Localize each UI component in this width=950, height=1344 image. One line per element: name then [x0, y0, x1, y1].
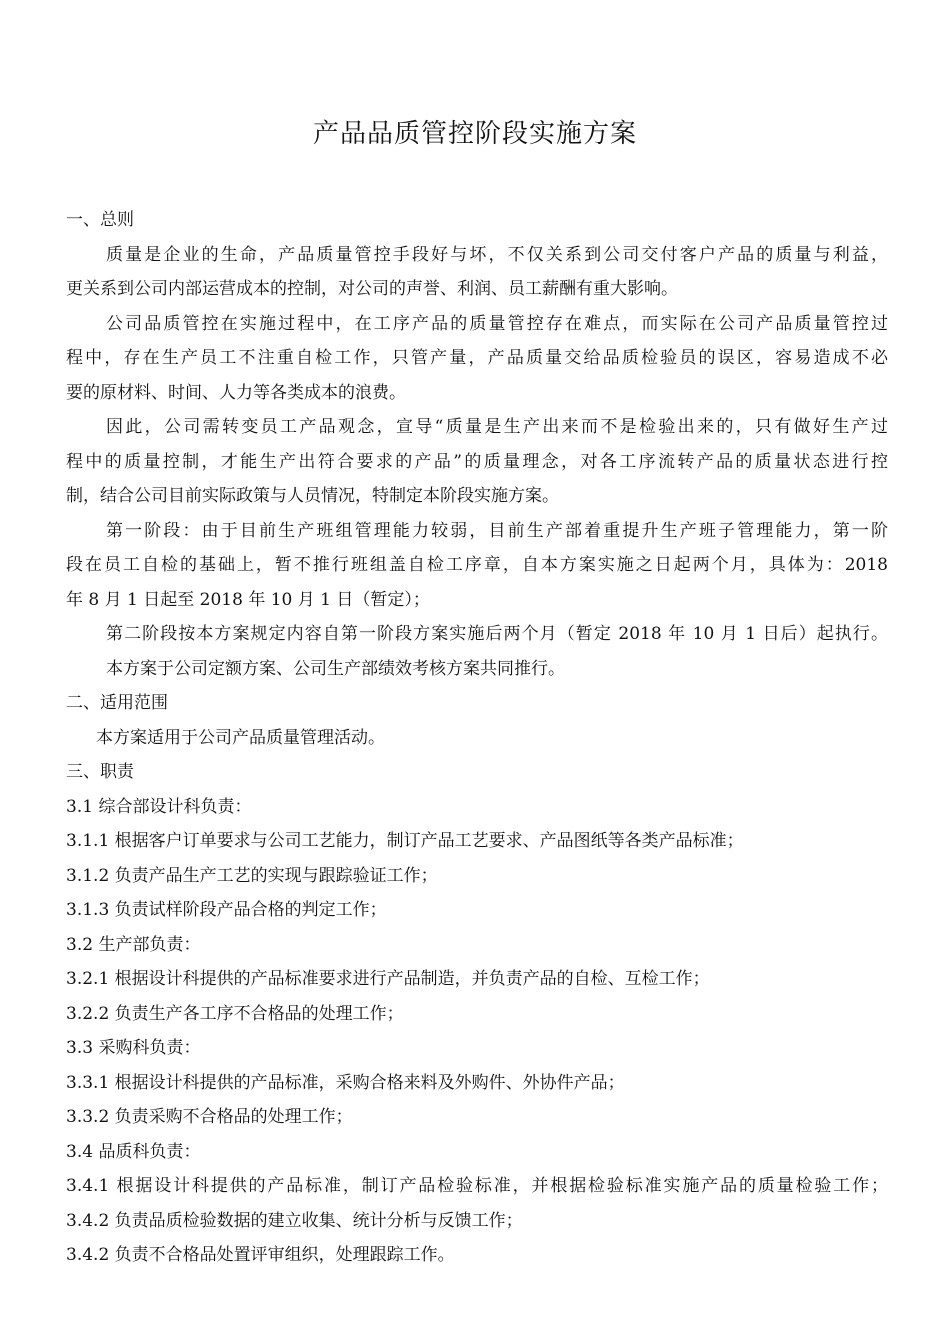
text-line: 3.3.1 根据设计科提供的产品标准，采购合格来料及外购件、外协件产品；: [66, 1072, 625, 1093]
text-line: 3.4.2 负责品质检验数据的建立收集、统计分析与反馈工作；: [66, 1210, 523, 1231]
text-line: 制，结合公司目前实际政策与人员情况，特制定本阶段实施方案。: [66, 486, 559, 506]
text-line: 3.4.1 根据设计科提供的产品标准，制订产品检验标准，并根据检验标准实施产品的质量检验工作；: [66, 1176, 888, 1196]
document-body: [66, 203, 888, 1273]
text-line: 3.2.1 根据设计科提供的产品标准要求进行产品制造，并负责产品的自检、互检工作；: [66, 969, 710, 989]
text-line: 更关系到公司内部运营成本的控制，对公司的声誉、利润、员工薪酬有重大影响。: [66, 279, 678, 299]
text-line: 质量是企业的生命，产品质量管控手段好与坏，不仅关系到公司交付客户产品的质量与利益，: [106, 244, 888, 265]
text-line: 3.4.2 负责不合格品处置评审组织，处理跟踪工作。: [66, 1245, 455, 1265]
text-line: 二、适用范围: [66, 693, 168, 713]
text-line: 要的原材料、时间、人力等各类成本的浪费。: [66, 382, 406, 403]
text-line: 3.3 采购科负责：: [66, 1038, 201, 1058]
text-line: 公司品质管控在实施过程中，在工序产品的质量管控存在难点，而实际在公司产品质量管控过: [106, 313, 888, 334]
text-line: 第二阶段按本方案规定内容自第一阶段方案实施后两个月（暂定 2018 年 10 月 1 日后）起执行。: [106, 624, 888, 644]
text-line: 第一阶段：由于目前生产班组管理能力较弱，目前生产部着重提升生产班子管理能力，第一阶: [106, 520, 888, 541]
text-line: 程中，存在生产员工不注重自检工作，只管产量，产品质量交给品质检验员的误区，容易造成不必: [66, 348, 888, 368]
text-line: 3.1.1 根据客户订单要求与公司工艺能力，制订产品工艺要求、产品图纸等各类产品标准；: [66, 831, 744, 851]
document-title: 产品品质管控阶段实施方案: [312, 119, 637, 149]
text-line: 3.1 综合部设计科负责：: [66, 796, 252, 817]
text-line: 本方案于公司定额方案、公司生产部绩效考核方案共同推行。: [106, 658, 565, 679]
text-line: 3.2.2 负责生产各工序不合格品的处理工作；: [66, 1003, 404, 1024]
text-line: 3.1.3 负责试样阶段产品合格的判定工作；: [66, 900, 387, 920]
text-line: 本方案适用于公司产品质量管理活动。: [96, 727, 385, 748]
text-line: 段在员工自检的基础上，暂不推行班组盖自检工序章，自本方案实施之日起两个月，具体为：2018: [66, 555, 888, 575]
text-line: 3.1.2 负责产品生产工艺的实现与跟踪验证工作；: [66, 865, 438, 886]
text-line: 3.2 生产部负责：: [66, 934, 201, 955]
text-line: 因此，公司需转变员工产品观念，宣导“质量是生产出来而不是检验出来的，只有做好生产过: [106, 417, 888, 437]
text-line: 3.4 品质科负责：: [66, 1141, 201, 1162]
text-line: 一、总则: [66, 210, 134, 230]
text-line: 程中的质量控制，才能生产出符合要求的产品”的质量理念，对各工序流转产品的质量状态进行控: [66, 451, 888, 472]
text-line: 年 8 月 1 日起至 2018 年 10 月 1 日（暂定）；: [66, 589, 430, 610]
text-line: 三、职责: [66, 762, 134, 782]
text-line: 3.3.2 负责采购不合格品的处理工作；: [66, 1107, 353, 1127]
